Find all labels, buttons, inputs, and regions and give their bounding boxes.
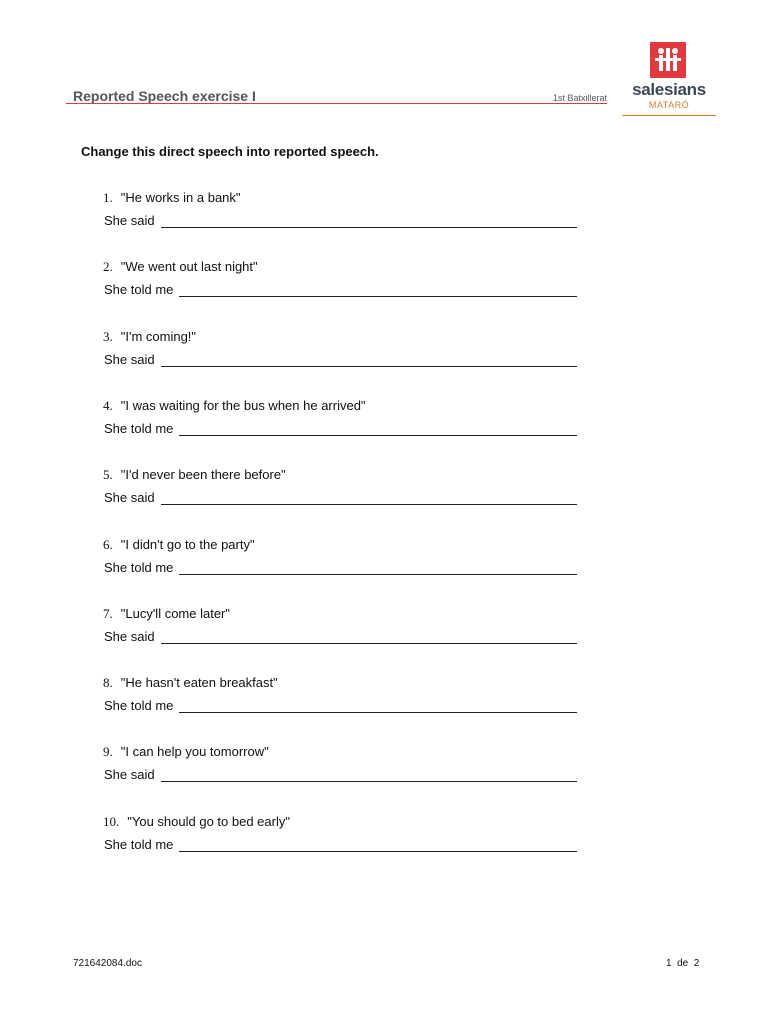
direct-speech-quote: "You should go to bed early" bbox=[127, 814, 290, 829]
header-title: Reported Speech exercise I bbox=[73, 88, 256, 104]
exercise-prompt bbox=[103, 537, 255, 553]
exercise-number: 7. bbox=[103, 606, 113, 621]
exercise-item bbox=[0, 814, 768, 864]
exercise-prompt bbox=[103, 675, 278, 691]
salesians-logo bbox=[622, 42, 716, 118]
exercise-number: 1. bbox=[103, 190, 113, 205]
direct-speech-quote: "He works in a bank" bbox=[120, 190, 241, 205]
answer-blank-line[interactable] bbox=[161, 781, 577, 782]
logo-city: MATARÓ bbox=[648, 100, 690, 110]
logo-underline bbox=[622, 115, 716, 116]
answer-prefix: She said bbox=[104, 767, 155, 782]
exercise-item bbox=[0, 467, 768, 517]
direct-speech-quote: "I was waiting for the bus when he arrived" bbox=[120, 398, 366, 413]
exercise-prompt bbox=[103, 606, 230, 622]
exercise-prompt bbox=[103, 190, 241, 206]
instruction-text: Change this direct speech into reported speech. bbox=[81, 144, 379, 159]
exercise-number: 10. bbox=[103, 814, 120, 829]
exercise-item bbox=[0, 329, 768, 379]
exercise-number: 5. bbox=[103, 467, 113, 482]
exercise-number: 6. bbox=[103, 537, 113, 552]
answer-blank-line[interactable] bbox=[161, 504, 577, 505]
answer-prefix: She told me bbox=[104, 282, 174, 297]
logo-wordmark: salesians bbox=[632, 80, 706, 99]
answer-prefix: She told me bbox=[104, 837, 174, 852]
direct-speech-quote: "Lucy'll come later" bbox=[120, 606, 230, 621]
exercise-number: 4. bbox=[103, 398, 113, 413]
answer-prefix: She told me bbox=[104, 421, 174, 436]
direct-speech-quote: "We went out last night" bbox=[120, 259, 258, 274]
exercise-prompt bbox=[103, 744, 269, 760]
exercise-item bbox=[0, 259, 768, 309]
answer-blank-line[interactable] bbox=[161, 366, 577, 367]
exercise-prompt bbox=[103, 329, 196, 345]
exercise-prompt bbox=[103, 814, 290, 830]
exercise-item bbox=[0, 190, 768, 240]
exercise-number: 2. bbox=[103, 259, 113, 274]
exercise-item bbox=[0, 398, 768, 448]
salesians-mark-icon bbox=[650, 42, 686, 78]
exercise-prompt bbox=[103, 467, 286, 483]
answer-blank-line[interactable] bbox=[179, 296, 577, 297]
exercise-item bbox=[0, 744, 768, 794]
exercise-number: 3. bbox=[103, 329, 113, 344]
exercise-item bbox=[0, 606, 768, 656]
direct-speech-quote: "I can help you tomorrow" bbox=[120, 744, 269, 759]
answer-prefix: She told me bbox=[104, 698, 174, 713]
answer-blank-line[interactable] bbox=[179, 435, 577, 436]
footer-filename: 721642084.doc bbox=[73, 958, 142, 969]
answer-blank-line[interactable] bbox=[179, 851, 577, 852]
exercise-number: 9. bbox=[103, 744, 113, 759]
exercise-prompt bbox=[103, 398, 366, 414]
header-divider bbox=[66, 103, 607, 104]
answer-prefix: She said bbox=[104, 213, 155, 228]
exercise-number: 8. bbox=[103, 675, 113, 690]
exercise-prompt bbox=[103, 259, 258, 275]
answer-blank-line[interactable] bbox=[161, 643, 577, 644]
direct-speech-quote: "I'm coming!" bbox=[120, 329, 197, 344]
answer-blank-line[interactable] bbox=[161, 227, 577, 228]
header-level: 1st Batxillerat bbox=[553, 93, 608, 103]
answer-blank-line[interactable] bbox=[179, 712, 577, 713]
answer-blank-line[interactable] bbox=[179, 574, 577, 575]
answer-prefix: She said bbox=[104, 352, 155, 367]
answer-prefix: She said bbox=[104, 629, 155, 644]
exercise-item bbox=[0, 675, 768, 725]
answer-prefix: She said bbox=[104, 490, 155, 505]
footer-page-number: 1 de 2 bbox=[666, 958, 700, 969]
direct-speech-quote: "I'd never been there before" bbox=[120, 467, 286, 482]
answer-prefix: She told me bbox=[104, 560, 174, 575]
direct-speech-quote: "He hasn't eaten breakfast" bbox=[120, 675, 278, 690]
direct-speech-quote: "I didn't go to the party" bbox=[120, 537, 255, 552]
exercise-item bbox=[0, 537, 768, 587]
